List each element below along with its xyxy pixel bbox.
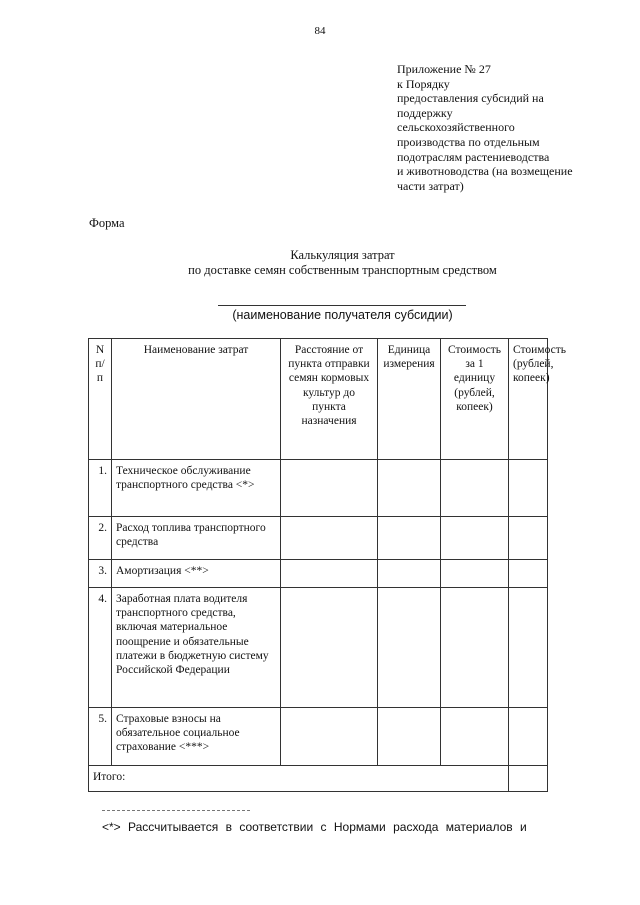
- row-total-cost-cell: [509, 560, 548, 588]
- row-unit-cost-cell: [441, 708, 509, 766]
- row-unit-cost-cell: [441, 460, 509, 517]
- row-cost-name: Техническое обслуживание транспортного средства <*>: [112, 460, 281, 517]
- cost-calculation-table: [88, 338, 566, 792]
- row-distance-cell: [281, 708, 378, 766]
- row-unit-cost-cell: [441, 560, 509, 588]
- table-row: [89, 560, 548, 588]
- row-unit-cell: [378, 588, 441, 708]
- title-line-1: Калькуляция затрат: [290, 248, 395, 262]
- row-total-cost-cell: [509, 517, 548, 560]
- appendix-line: сельскохозяйственного: [397, 120, 515, 135]
- row-distance-cell: [281, 460, 378, 517]
- row-number: 1.: [89, 460, 112, 517]
- appendix-line: части затрат): [397, 178, 464, 193]
- total-label: Итого:: [89, 766, 509, 792]
- row-distance-cell: [281, 560, 378, 588]
- table-header-row: [89, 339, 548, 460]
- row-number: 5.: [89, 708, 112, 766]
- appendix-line: производства по отдельным: [397, 134, 540, 149]
- row-unit-cost-cell: [441, 517, 509, 560]
- header-cell-unit: Единица измерения: [378, 339, 441, 460]
- row-total-cost-cell: [509, 708, 548, 766]
- title-line-2: по доставке семян собственным транспортным средством: [188, 263, 497, 277]
- form-label: Форма: [89, 216, 125, 230]
- header-cell-number: N п/п: [89, 339, 112, 460]
- row-total-cost-cell: [509, 588, 548, 708]
- appendix-line: подотраслям растениеводства: [397, 149, 550, 164]
- row-unit-cell: [378, 560, 441, 588]
- header-cell-distance: Расстояние от пункта отправки семян кормовых культур до пункта назначения: [281, 339, 378, 460]
- row-unit-cost-cell: [441, 588, 509, 708]
- row-cost-name: Страховые взносы на обязательное социальное страхование <***>: [112, 708, 281, 766]
- page-number: 84: [314, 25, 326, 37]
- total-value-cell: [509, 766, 548, 792]
- table-total-row: [89, 766, 548, 792]
- row-distance-cell: [281, 517, 378, 560]
- appendix-note: [397, 62, 627, 193]
- header-cell-cost-name: Наименование затрат: [112, 339, 281, 460]
- row-cost-name: Амортизация <**>: [112, 560, 281, 588]
- row-distance-cell: [281, 588, 378, 708]
- appendix-line: к Порядку: [397, 76, 450, 91]
- appendix-line: Приложение № 27: [397, 62, 491, 76]
- table-row: [89, 588, 548, 708]
- row-unit-cell: [378, 460, 441, 517]
- row-unit-cell: [378, 517, 441, 560]
- appendix-line: и животноводства (на возмещение: [397, 164, 573, 179]
- header-cell-unit-cost: Стоимость за 1 единицу (рублей, копеек): [441, 339, 509, 460]
- row-number: 2.: [89, 517, 112, 560]
- footnote-separator: [102, 810, 250, 811]
- row-cost-name: Расход топлива транспортного средства: [112, 517, 281, 560]
- row-unit-cell: [378, 708, 441, 766]
- footnote-text: <*> Рассчитывается в соответствии с Нормами расхода материалов и: [102, 820, 527, 834]
- table-row: [89, 460, 548, 517]
- table-row: [89, 517, 548, 560]
- recipient-name-line: [218, 305, 466, 306]
- row-number: 3.: [89, 560, 112, 588]
- document-title: [100, 248, 585, 278]
- row-cost-name: Заработная плата водителя транспортного средства, включая материальное поощрение и обязательные платежи в бюджетную систему Российской Федерации: [112, 588, 281, 708]
- row-total-cost-cell: [509, 460, 548, 517]
- recipient-label: (наименование получателя субсидии): [232, 308, 453, 322]
- row-number: 4.: [89, 588, 112, 708]
- table-row: [89, 708, 548, 766]
- appendix-line: предоставления субсидий на: [397, 91, 544, 106]
- header-cell-total-cost: Стоимость (рублей, копеек): [509, 339, 548, 460]
- appendix-line: поддержку: [397, 105, 453, 120]
